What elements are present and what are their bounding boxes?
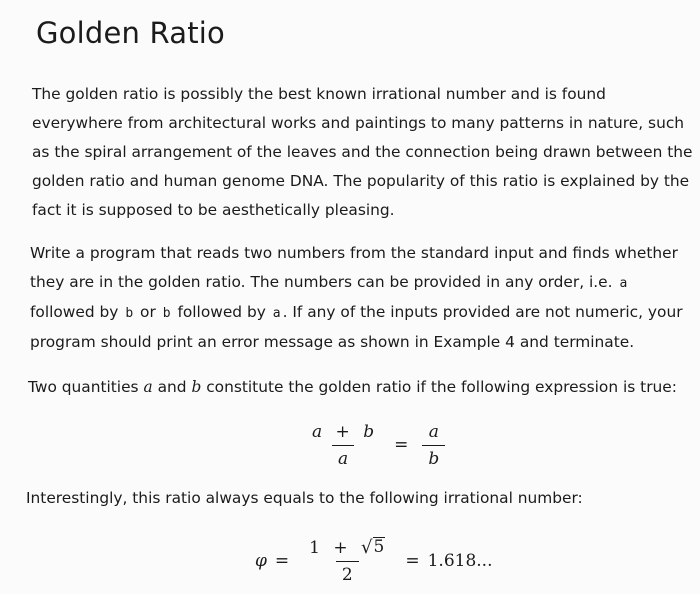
phi-value: 1.618... bbox=[427, 551, 493, 571]
phi-denominator: 2 bbox=[336, 561, 359, 585]
sqrt-five bbox=[361, 537, 385, 558]
definition-text-1: Two quantities bbox=[28, 378, 139, 396]
code-b-2: b bbox=[162, 306, 171, 321]
rhs-denominator: b bbox=[422, 445, 445, 469]
var-b: b bbox=[191, 378, 202, 396]
irrational-paragraph: Interestingly, this ratio always equals to the following irrational number: bbox=[26, 489, 583, 507]
phi-fraction bbox=[303, 537, 391, 585]
task-paragraph bbox=[30, 239, 698, 357]
task-text-1: Write a program that reads two numbers from the standard input and finds whether they are in the golden ratio. The numbers can be provided in any order, i.e. bbox=[30, 244, 678, 291]
code-a-1: a bbox=[619, 276, 628, 291]
task-text-3: or bbox=[140, 303, 156, 321]
task-text-5: . If any of the inputs provided are not numeric, your program should print an error message as shown in Example 4 and terminate. bbox=[30, 303, 683, 351]
rhs-numerator: a bbox=[428, 421, 439, 442]
definition-text-3: constitute the golden ratio if the following expression is true: bbox=[206, 378, 677, 396]
eq1-equals: = bbox=[394, 435, 409, 455]
phi-numerator bbox=[303, 537, 391, 561]
eq2-equals-2: = bbox=[405, 551, 420, 571]
radical-sign: √ bbox=[361, 537, 373, 558]
page-title: Golden Ratio bbox=[36, 16, 225, 50]
lhs-num-a: a bbox=[312, 421, 323, 442]
task-text-2: followed by bbox=[30, 303, 119, 321]
code-a-2: a bbox=[272, 306, 281, 321]
rhs-fraction bbox=[422, 422, 445, 469]
eq2-equals-1: = bbox=[274, 551, 290, 571]
phi-num-one: 1 bbox=[309, 538, 320, 558]
lhs-denominator: a bbox=[332, 445, 354, 469]
var-a: a bbox=[143, 378, 153, 396]
golden-ratio-equation bbox=[300, 418, 460, 472]
lhs-numerator bbox=[306, 422, 380, 445]
phi-num-plus: + bbox=[333, 538, 348, 558]
intro-paragraph: The golden ratio is possibly the best known irrational number and is found everywhere from architectural works and paintings to many patterns in nature, such as the spiral arrangement of the leaves and the connection being drawn between the golden ratio and human genome DNA. The popularity of this ratio is explained by the fact it is supposed to be aesthetically pleasing. bbox=[32, 85, 693, 219]
definition-text-2: and bbox=[157, 378, 187, 396]
code-b-1: b bbox=[125, 306, 134, 321]
task-text-4: followed by bbox=[177, 303, 266, 321]
lhs-num-b: b bbox=[363, 421, 375, 442]
lhs-fraction bbox=[306, 422, 380, 469]
phi-symbol: φ bbox=[255, 551, 267, 571]
radicand: 5 bbox=[373, 537, 385, 557]
lhs-num-plus: + bbox=[335, 421, 350, 442]
phi-equation bbox=[255, 533, 515, 589]
definition-paragraph bbox=[28, 373, 698, 402]
